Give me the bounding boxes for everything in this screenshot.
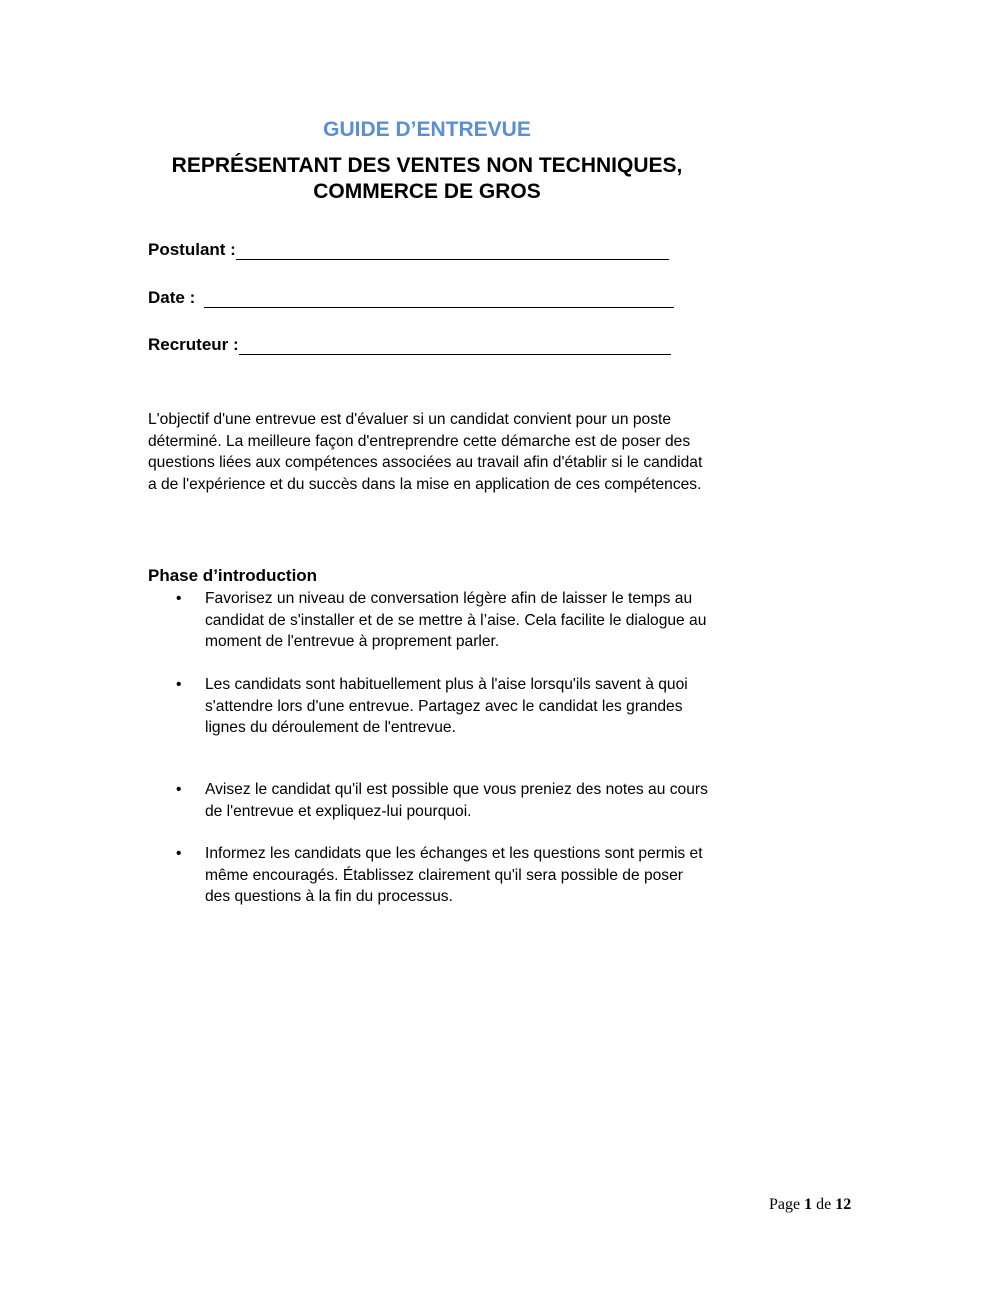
intro-text: L'objectif d'une entrevue est d'évaluer si un candidat convient pour un poste déterminé. La meilleure façon d'entreprendre cette démarche est de poser des questions liées aux compétences associées au travail afin d'établir si le candidat a de l'expérience et du succès dans la mise en application de ces compétences.: [148, 411, 703, 493]
applicant-field: [148, 240, 669, 260]
bullet-item: [148, 588, 708, 653]
date-label: Date :: [148, 288, 196, 307]
document-title: GUIDE D’ENTREVUE: [323, 118, 531, 141]
document-subtitle: [140, 153, 714, 205]
current-page-number: 1: [804, 1196, 813, 1213]
bullet-text: Les candidats sont habituellement plus à l'aise lorsqu'ils savent à quoi s'attendre lors d'une entrevue. Partagez avec le candidat les grandes lignes du déroulement de l'entrevue.: [205, 676, 688, 737]
subtitle-line-1: REPRÉSENTANT DES VENTES NON TECHNIQUES,: [171, 154, 683, 177]
applicant-label: Postulant :: [148, 240, 236, 259]
applicant-blank-line[interactable]: [236, 243, 669, 260]
bullet-text: Favorisez un niveau de conversation légère afin de laisser le temps au candidat de s'installer et de se mettre à l’aise. Cela facilite le dialogue au moment de l'entrevue à proprement parler.: [205, 590, 707, 651]
bullet-text: Avisez le candidat qu'il est possible que vous preniez des notes au cours de l'entrevue et expliquez-lui pourquoi.: [205, 781, 708, 820]
bullet-item: [148, 779, 708, 822]
bullet-icon: •: [176, 676, 182, 693]
bullet-icon: •: [176, 590, 182, 607]
subtitle-line-2: COMMERCE DE GROS: [313, 180, 541, 203]
bullet-item: [148, 843, 708, 908]
bullet-icon: •: [176, 845, 182, 862]
page-word: Page: [769, 1196, 801, 1213]
recruiter-blank-line[interactable]: [239, 338, 671, 355]
section-heading: Phase d’introduction: [148, 566, 318, 585]
page-number-footer: [769, 1195, 851, 1215]
total-pages-number: 12: [835, 1196, 852, 1213]
intro-paragraph: [148, 409, 708, 495]
bullet-item: [148, 674, 708, 739]
recruiter-field: [148, 335, 671, 355]
date-blank-line[interactable]: [204, 291, 674, 308]
date-field: [148, 288, 674, 308]
bullet-text: Informez les candidats que les échanges et les questions sont permis et même encouragés. Établissez clairement qu'il sera possible de poser des questions à la fin du processus.: [205, 845, 703, 906]
of-word: de: [816, 1196, 832, 1213]
bullet-icon: •: [176, 781, 182, 798]
recruiter-label: Recruteur :: [148, 335, 239, 354]
